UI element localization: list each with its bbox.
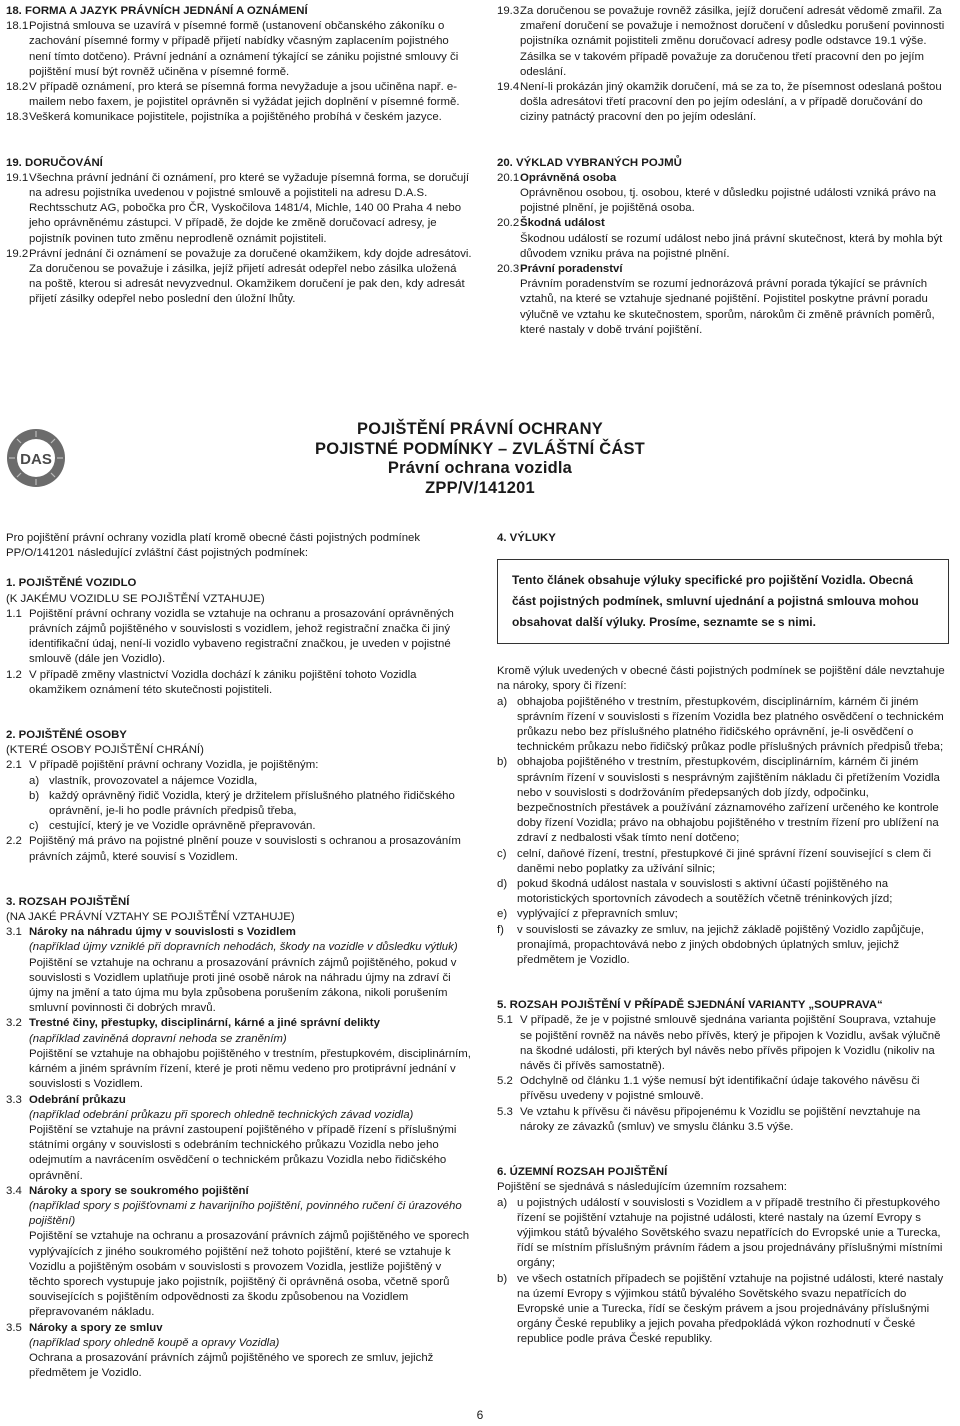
clause-text: Za doručenou se považuje rovněž zásilka, jejíž doručení adresát vědomě zmařil. Za zmaření doručení se považuje i nemožnost doručení v důsledku porušení povinnosti pojistníka oznámit pojistiteli změnu doručovací adresy podle odstavce 19.1 výše. Zásilka se v takovém případě považuje za doručenou třetí pracovní den po jejím odeslání. [520,5,945,78]
list-item-text: vyplývající z přepravních smluv; [517,908,678,921]
section-3-subheading: (NA JAKÉ PRÁVNÍ VZTAHY SE POJIŠTĚNÍ VZTAHUJE) [6,911,295,924]
clause-number: 3.5 [6,1321,22,1334]
clause-2-1 [6,758,472,834]
section-6-intro: Pojištění se sjednává s následujícím územním rozsahem: [497,1181,787,1194]
section-2-heading: 2. POJIŠTĚNÉ OSOBY [6,729,127,742]
clause-text: Škodnou událostí se rozumí událost nebo jiná právní skutečnost, která by mohla být důvodem vzniku práva na pojistné plnění. [520,232,943,260]
section-2-subheading: (KTERÉ OSOBY POJIŠTĚNÍ CHRÁNÍ) [6,744,204,757]
clause-3-1 [6,925,472,1016]
clause-example: (například odebrání průkazu při sporech ohledně technických závad vozidla) [29,1108,414,1121]
clause-text: V případě pojištění právní ochrany Vozidla, je pojištěným: [29,759,319,772]
clause-number: 3.1 [6,926,22,939]
bottom-left-column [6,531,472,1381]
section-5-heading: 5. ROZSAH POJIŠTĚNÍ V PŘÍPADĚ SJEDNÁNÍ VARIANTY „SOUPRAVA“ [497,999,883,1012]
clause-3-4 [6,1184,472,1321]
exclusion-f: f) v souvislosti se závazky ze smluv, na jejichž základě pojištěný Vozidlo zapůjčuje, pronajímá, propachtovává nebo z jiných obdobných úplatných smluv, jejichž předmětem je Vozidlo. [497,923,924,967]
list-item-text: cestující, který je ve Vozidle oprávněně přepravován. [49,820,316,833]
clause-number: 1.1 [6,607,22,620]
clause-5-1 [497,1013,949,1074]
clause-number: 5.2 [497,1075,513,1088]
clause-number: 5.1 [497,1014,513,1027]
list-item-a: a) vlastník, provozovatel a nájemce Vozidla, [29,774,258,787]
section-19-heading: 19. DORUČOVÁNÍ [6,156,103,169]
clause-title: Nároky a spory ze smluv [29,1321,163,1334]
list-item-text: pokud škodná událost nastala v souvislosti s aktivní účastí pojištěného na motoristických sportovních závodech a soutěžích včetně tréninkových jízd; [517,878,893,906]
list-item-text: obhajoba pojištěného v trestním, přestupkovém, disciplinárním, kárném či jiném správním řízení v souvislosti s řízením Vozidla bez platného osvědčení o technickém průkazu nebo bez příslušného platného řidičského oprávnění, je-li osvědčení o technickém průkazu nebo řidičský průkaz podle příslušných právních předpisů třeba; [517,695,944,754]
clause-text: Veškerá komunikace pojistitele, pojistníka a pojištěného probíhá v českém jazyce. [29,111,442,124]
clause-text: Všechna právní jednání či oznámení, pro které se vyžaduje písemná forma, se doručují na adresu pojistníka uvedenou v pojistné smlouvě a pojistiteli na adresu D.A.S. Rechtsschutz AG, pobočka pro ČR, Vyskočilova 1481/4, Michle, 140 00 Praha 4 nebo jeho oprávněnému zástupci. V případě, že dojde ke změně doručovací adresy, je pojistník povinen tuto změnu neprodleně oznámit pojistiteli. [29,171,470,245]
clause-20-1 [497,171,949,217]
intro-text: Pro pojištění právní ochrany vozidla platí kromě obecné části pojistných podmínek PP/O/141201 následující zvláštní část pojistných podmínek: [6,532,421,560]
clause-number: 1.2 [6,668,22,681]
clause-19-3 [497,4,949,80]
exclusions-notice-box: Tento článek obsahuje výluky specifické pro pojištění Vozidla. Obecná část pojistných podmínek, smluvní ujednání a pojistná smlouva mohou obsahovat další výluky. Prosíme, seznamte se s nimi. [497,559,949,644]
clause-example: (například spory s pojišťovnami z havarijního pojištění, povinného ručení či úrazového pojištění) [29,1199,462,1228]
clause-number: 20.1 [497,171,520,184]
section-1-heading: 1. POJIŠTĚNÉ VOZIDLO [6,577,137,590]
clause-number: 19.2 [6,247,29,260]
clause-text: Pojištění se vztahuje na ochranu a prosazování právních zájmů pojištěného, pokud v souvislosti s Vozidlem uplatňuje proti jiné osobě nárok na náhradu újmy na zdraví či újmy na jmění a tato újma mu byla způsobena porušením zákona, nikoli porušením smluvní povinnosti či dobrých mravů. [29,956,457,1015]
clause-number: 2.2 [6,835,22,848]
clause-text: V případě oznámení, pro která se písemná forma nevyžaduje a jsou učiněna např. e-mailem nebo faxem, je pojistitel oprávněn si vyžádat jejich doplnění v písemné formě. [29,81,460,109]
section-3-heading: 3. ROZSAH POJIŠTĚNÍ [6,895,130,908]
title-line-4: ZPP/V/141201 [425,478,535,497]
clause-19-4 [497,80,949,126]
clause-19-1 [6,171,472,247]
list-item-text: ve všech ostatních případech se pojištění vztahuje na pojistné události, které nastaly na území Evropy s výjimkou států bývalého Sovětského svazu nepatřících do Evropské unie a Turecka, řídí se českým právem a jsou projednávány příslušnými orgány České republiky a jejich povaha předpokládá výkon rozhodnutí v České republice podle práva České republiky. [517,1272,944,1346]
clause-number: 18.1 [6,20,29,33]
clause-5-2 [497,1074,949,1104]
clause-text: Oprávněnou osobou, tj. osobou, které v důsledku pojistné události vzniká právo na pojistné plnění, je pojištěná osoba. [520,187,937,215]
clause-5-3 [497,1105,949,1135]
clause-3-5 [6,1321,472,1382]
clause-number: 3.2 [6,1017,22,1030]
clause-text: Pojistná smlouva se uzavírá v písemné formě (ustanovení občanského zákoníku o zachování písemné formy v případě přijetí nabídky včasným zaplacením pojistného není tímto dotčeno). Právní jednání a oznámení týkající se zániku pojistné smlouvy či pojištění musí být rovněž učiněna v písemné formě. [29,20,459,78]
clause-text: Pojištěný má právo na pojistné plnění pouze v souvislosti s ochranou a prosazováním právních zájmů, které souvisí s Vozidlem. [29,835,461,863]
page-number: 6 [476,1408,484,1422]
list-item-text: v souvislosti se závazky ze smluv, na jejichž základě pojištěný Vozidlo zapůjčuje, pronajímá, propachtovává nebo z jiných obdobných úplatných smluv, jejichž předmětem je Vozidlo. [517,923,924,967]
clause-1-1 [6,607,472,668]
clause-text: Pojištění se vztahuje na ochranu a prosazování právních zájmů pojištěného ve sporech vyplývajících z jiného soukromého pojištění než tohoto pojištění, které se vztahuje k Vozidlu a pojištěným osobám v souvislosti s provozem Vozidla, jestliže pojištěný v těchto sporech vystupuje jako pojistník, pojištěný či oprávněná osoba, včetně sporů souvisejících s pojištěním odpovědnosti za škodu způsobenou na Vozidlem přepravovaném nákladu. [29,1230,470,1319]
title-line-3: Právní ochrana vozidla [387,459,573,477]
title-line-2: POJISTNÉ PODMÍNKY – ZVLÁŠTNÍ ČÁST [315,439,645,458]
clause-number: 19.1 [6,171,29,184]
exclusion-c: c) celní, daňové řízení, trestní, přestupkové či jiné správní řízení související s clem či daněmi nebo poplatky za užívání silnic; [497,847,932,875]
list-item-c: c) cestující, který je ve Vozidle oprávněně přepravován. [29,820,316,833]
territory-b: b) ve všech ostatních případech se pojištění vztahuje na pojistné události, které nastaly na území Evropy s výjimkou států bývalého Sovětského svazu nepatřících do Evropské unie a Turecka, řídí se českým právem a jsou projednávány příslušnými orgány České republiky a jejich povaha předpokládá výkon rozhodnutí v České republice podle práva České republiky. [497,1272,944,1346]
logo-text: DAS [20,451,52,468]
clause-title: Právní poradenství [520,263,623,276]
clause-text: Pojištění právní ochrany vozidla se vztahuje na ochranu a prosazování oprávněných právních zájmů pojištěného v souvislosti s vozidlem, jehož registrační značka či jiný identifikační údaj, není-li vozidlo vybaveno registrační značkou, je uveden v pojistné smlouvě (dále jen Vozidlo). [29,607,454,666]
bottom-right-column [497,531,949,1348]
clause-title: Nároky na náhradu újmy v souvislosti s Vozidlem [29,926,296,939]
clause-example: (například újmy vzniklé při dopravních nehodách, škody na vozidle v důsledku výtluk) [29,941,458,954]
clause-number: 3.4 [6,1184,22,1197]
clause-number: 2.1 [6,759,22,772]
clause-number: 20.2 [497,217,520,230]
clause-title: Škodná událost [520,217,605,230]
list-item-b: b) každý oprávněný řidič Vozidla, který je držitelem příslušného platného řidičského oprávnění, je-li ho podle právních předpisů třeba, [29,789,455,818]
clause-number: 5.3 [497,1105,513,1118]
clause-example: (například zaviněná dopravní nehoda se zraněním) [29,1032,287,1045]
clause-18-3 [6,110,472,125]
section-18-heading: 18. FORMA A JAZYK PRÁVNÍCH JEDNÁNÍ A OZNÁMENÍ [6,5,308,17]
section-4-intro: Kromě výluk uvedených v obecné části pojistných podmínek se pojištění dále nevztahuje na nároky, spory či řízení: [497,665,945,693]
list-item-text: obhajoba pojištěného v trestním, přestupkovém, disciplinárním, kárném či jiném správním řízení v souvislosti s nesprávným zajištěním nákladu či přetížením Vozidla nebo v souvislosti s dodržováním předepsaných dob jízdy, odpočinku, bezpečnostních přestávek a používání záznamového zařízení určeného ke kontrole doby řízení Vozidla; právo na obhajobu pojištěného v trestním řízení pro ublížení na zdraví z nedbalosti však tímto není dotčeno; [517,756,940,845]
clause-text: Není-li prokázán jiný okamžik doručení, má se za to, že písemnost odeslaná poštou došla adresátovi třetí pracovní den po jejím odeslání, a v případě doručování do ciziny patnáctý pracovní den po jejím odeslání. [520,81,942,124]
clause-text: Právním poradenstvím se rozumí jednorázová právní porada týkající se právních vztahů, na které se vztahuje sjednané pojištění. Pojistitel poskytne právní poradu výlučně ve vztahu ke skutečnostem, sporům, nárokům či změně právních poměrů, které nastaly v době trvání pojištění. [520,278,935,336]
territory-a: a) u pojistných událostí v souvislosti s Vozidlem a v případě trestního či přestupkového řízení se pojištění vztahuje na pojistné události, které nastaly na území Evropy s výjimkou států bývalého Sovětského svazu nepatřících do Evropské unie a Turecka, řídí se místním příslušným právním řádem a jsou projednávány příslušnými místními orgány; [497,1196,943,1270]
clause-text: V případě změny vlastnictví Vozidla dochází k zániku pojištění tohoto Vozidla okamžikem oznámení této skutečnosti pojistiteli. [29,668,417,696]
list-item-text: u pojistných událostí v souvislosti s Vozidlem a v případě trestního či přestupkového řízení se pojištění vztahuje na pojistné události, které nastaly na území Evropy s výjimkou států bývalého Sovětského svazu nepatřících do Evropské unie a Turecka, řídí se místním příslušným právním řádem a jsou projednávány příslušnými místními orgány; [517,1196,943,1270]
exclusion-a: a) obhajoba pojištěného v trestním, přestupkovém, disciplinárním, kárném či jiném správním řízení v souvislosti s řízením Vozidla bez platného osvědčení o technickém průkazu nebo bez příslušného platného řidičského oprávnění, je-li osvědčení o technickém průkazu nebo řidičský průkaz podle příslušných právních předpisů třeba; [497,695,944,754]
section-4-heading: 4. VÝLUKY [497,532,556,544]
top-right-column [497,4,949,338]
clause-text: Právní jednání či oznámení se považuje za doručené okamžikem, kdy dojde adresátovi. Za doručenou se považuje i zásilka, jejíž přijetí adresát odepřel nebo zásilka uložená na poště, kterou si adresát nevyzvednul. Okamžikem doručení je pak den, kdy adresát přijetí zásilky odepřel nebo poslední den úložní lhůty. [29,247,472,306]
clause-number: 19.3 [497,5,520,17]
clause-number: 3.3 [6,1093,22,1106]
clause-3-2 [6,1016,472,1092]
clause-18-2 [6,80,472,110]
exclusion-b: b) obhajoba pojištěného v trestním, přestupkovém, disciplinárním, kárném či jiném správním řízení v souvislosti s nesprávným zajištěním nákladu či přetížením Vozidla nebo v souvislosti s dodržováním předepsaných dob jízdy, odpočinku, bezpečnostních přestávek a používání záznamového zařízení určeného ke kontrole doby řízení Vozidla; právo na obhajobu pojištěného v trestním řízení pro ublížení na zdraví z nedbalosti však tímto není dotčeno; [497,756,940,845]
list-item-text: vlastník, provozovatel a nájemce Vozidla, [49,774,258,787]
clause-title: Nároky a spory se soukromého pojištění [29,1184,249,1197]
clause-number: 19.4 [497,81,520,94]
document-title-block [0,420,960,498]
clause-2-2 [6,834,472,864]
clause-number: 18.3 [6,111,29,124]
clause-title: Odebrání průkazu [29,1093,126,1106]
clause-3-3 [6,1093,472,1184]
section-20-heading: 20. VÝKLAD VYBRANÝCH POJMŮ [497,156,682,169]
clause-19-2 [6,247,472,308]
clause-text: Odchylně od článku 1.1 výše nemusí být identifikační údaje takového návěsu či přívěsu uvedeny v pojistné smlouvě. [520,1075,920,1103]
clause-text: Pojištění se vztahuje na právní zastoupení pojištěného v případě řízení s příslušnými státními orgány v souvislosti s odebráním technického průkazu Vozidla nebo jeho odejmutím a navrácením osvědčení o technickém průkazu Vozidla nebo řidičského oprávnění. [29,1123,457,1182]
clause-number: 20.3 [497,263,520,276]
top-left-column [6,4,472,308]
list-item-text: každý oprávněný řidič Vozidla, který je držitelem příslušného platného řidičského oprávnění, je-li ho podle právních předpisů třeba, [49,789,455,818]
clause-text: Pojištění se vztahuje na obhajobu pojištěného v trestním, přestupkovém, disciplinárním, kárném a jiném správním řízení, které je proti němu vedeno pro protiprávní jednání v souvislosti s Vozidlem. [29,1047,471,1091]
section-6-heading: 6. ÚZEMNÍ ROZSAH POJIŠTĚNÍ [497,1166,668,1179]
clause-title: Oprávněná osoba [520,171,617,184]
clause-20-2 [497,216,949,262]
section-1-subheading: (K JAKÉMU VOZIDLU SE POJIŠTĚNÍ VZTAHUJE) [6,592,265,605]
clause-number: 18.2 [6,81,29,94]
list-item-text: celní, daňové řízení, trestní, přestupkové či jiné správní řízení související s clem či daněmi nebo poplatky za užívání silnic; [517,847,932,875]
exclusion-d: d) pokud škodná událost nastala v souvislosti s aktivní účastí pojištěného na motoristických sportovních závodech a soutěžích včetně tréninkových jízd; [497,878,893,906]
clause-title: Trestné činy, přestupky, disciplinární, kárné a jiné správní delikty [29,1017,380,1030]
clause-20-3 [497,262,949,338]
clause-text: Ve vztahu k přívěsu či návěsu připojenému k Vozidlu se pojištění nevztahuje na nároky ze závazků (smluv) ve smyslu článku 3.5 výše. [520,1105,921,1133]
clause-1-2 [6,668,472,698]
clause-text: V případě, že je v pojistné smlouvě sjednána varianta pojištění Souprava, vztahuje se pojištění rovněž na návěs nebo přívěs, který je připojen k Vozidlu, avšak výlučně na škodné události, při kterých byl návěs nebo přívěs připojen k Vozidlu (nikoliv na návěs či přívěs samostatně). [520,1014,941,1073]
clause-text: Ochrana a prosazování právních zájmů pojištěného ve sporech ze smluv, jejichž předmětem je Vozidlo. [29,1351,434,1380]
title-line-1: POJIŠTĚNÍ PRÁVNÍ OCHRANY [357,420,603,438]
clause-example: (například spory ohledně koupě a opravy Vozidla) [29,1336,280,1349]
exclusion-e: e) vyplývající z přepravních smluv; [497,908,678,921]
clause-18-1 [6,19,472,80]
